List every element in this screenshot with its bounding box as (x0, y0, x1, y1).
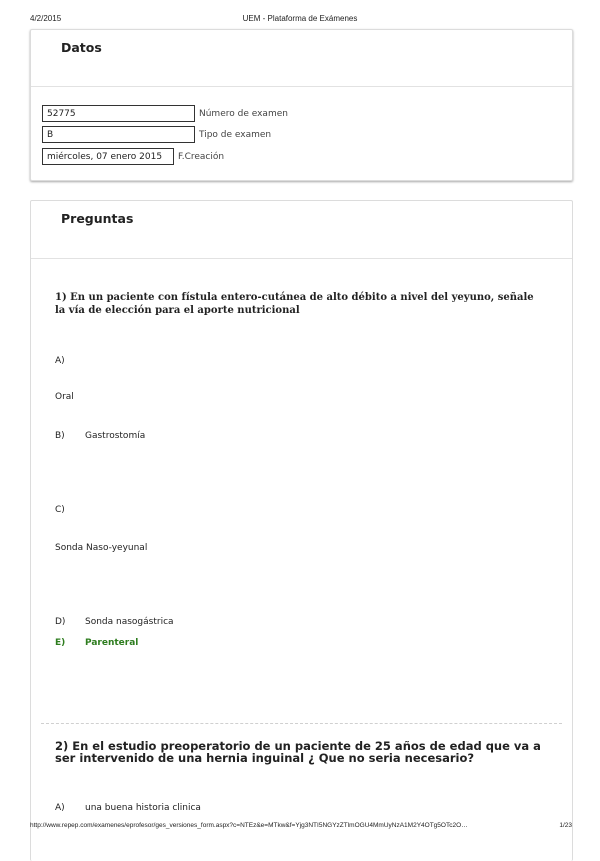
q1-option-a-letter: A) (55, 356, 65, 366)
exam-type-input[interactable]: B (42, 126, 195, 143)
datos-card (30, 29, 573, 181)
question-1-text: 1) En un paciente con fístula entero-cutánea de alto débito a nivel del yeyuno, señale la vía de elección para el aporte nutricional (55, 292, 534, 316)
creation-date-input[interactable]: miércoles, 07 enero 2015 (42, 148, 174, 165)
q1-option-e-text: Parenteral (85, 638, 139, 648)
q1-option-d-text: Sonda nasogástrica (85, 617, 174, 627)
q2-option-a-text: una buena historia clinica (85, 803, 201, 813)
preguntas-header-divider (31, 258, 572, 259)
q1-option-b (55, 430, 145, 442)
creation-date-label: F.Creación (178, 152, 225, 162)
exam-number-input[interactable]: 52775 (42, 105, 195, 122)
q1-option-b-letter: B) (55, 431, 65, 441)
q1-option-a-text: Oral (55, 392, 74, 402)
question-separator (41, 723, 562, 724)
print-header (0, 14, 600, 26)
print-title: UEM - Plataforma de Exámenes (242, 14, 358, 23)
q2-option-a-letter: A) (55, 803, 65, 813)
datos-header-divider (31, 86, 572, 87)
q1-option-d (55, 616, 174, 628)
preguntas-card (30, 200, 573, 861)
q1-option-e-correct (55, 637, 138, 649)
print-url[interactable]: http://www.repep.com/examenes/eprofesor/ges_versiones_form.aspx?c=NTEz&e=MTkw&f=Yjg3NTI5NGYzZTlmOGU4MmUyNzA1M2Y4OTg5OTc2O… (30, 822, 468, 829)
q1-option-c-text: Sonda Naso-yeyunal (55, 543, 148, 553)
preguntas-title: Preguntas (61, 211, 134, 226)
q1-option-d-letter: D) (55, 617, 66, 627)
datos-title: Datos (61, 40, 102, 55)
exam-type-label: Tipo de examen (199, 130, 272, 140)
q1-option-c-letter: C) (55, 505, 65, 515)
q2-option-a (55, 802, 201, 814)
print-footer (0, 822, 600, 834)
page-number: 1/23 (559, 822, 572, 829)
exam-number-label: Número de examen (199, 109, 288, 119)
question-2-text: 2) En el estudio preoperatorio de un paciente de 25 años de edad que va a ser intervenido de una hernia inguinal ¿ Que no seria necesario? (55, 739, 541, 765)
print-date: 4/2/2015 (30, 14, 62, 23)
q1-option-b-text: Gastrostomía (85, 431, 146, 441)
q1-option-e-letter: E) (55, 638, 66, 648)
